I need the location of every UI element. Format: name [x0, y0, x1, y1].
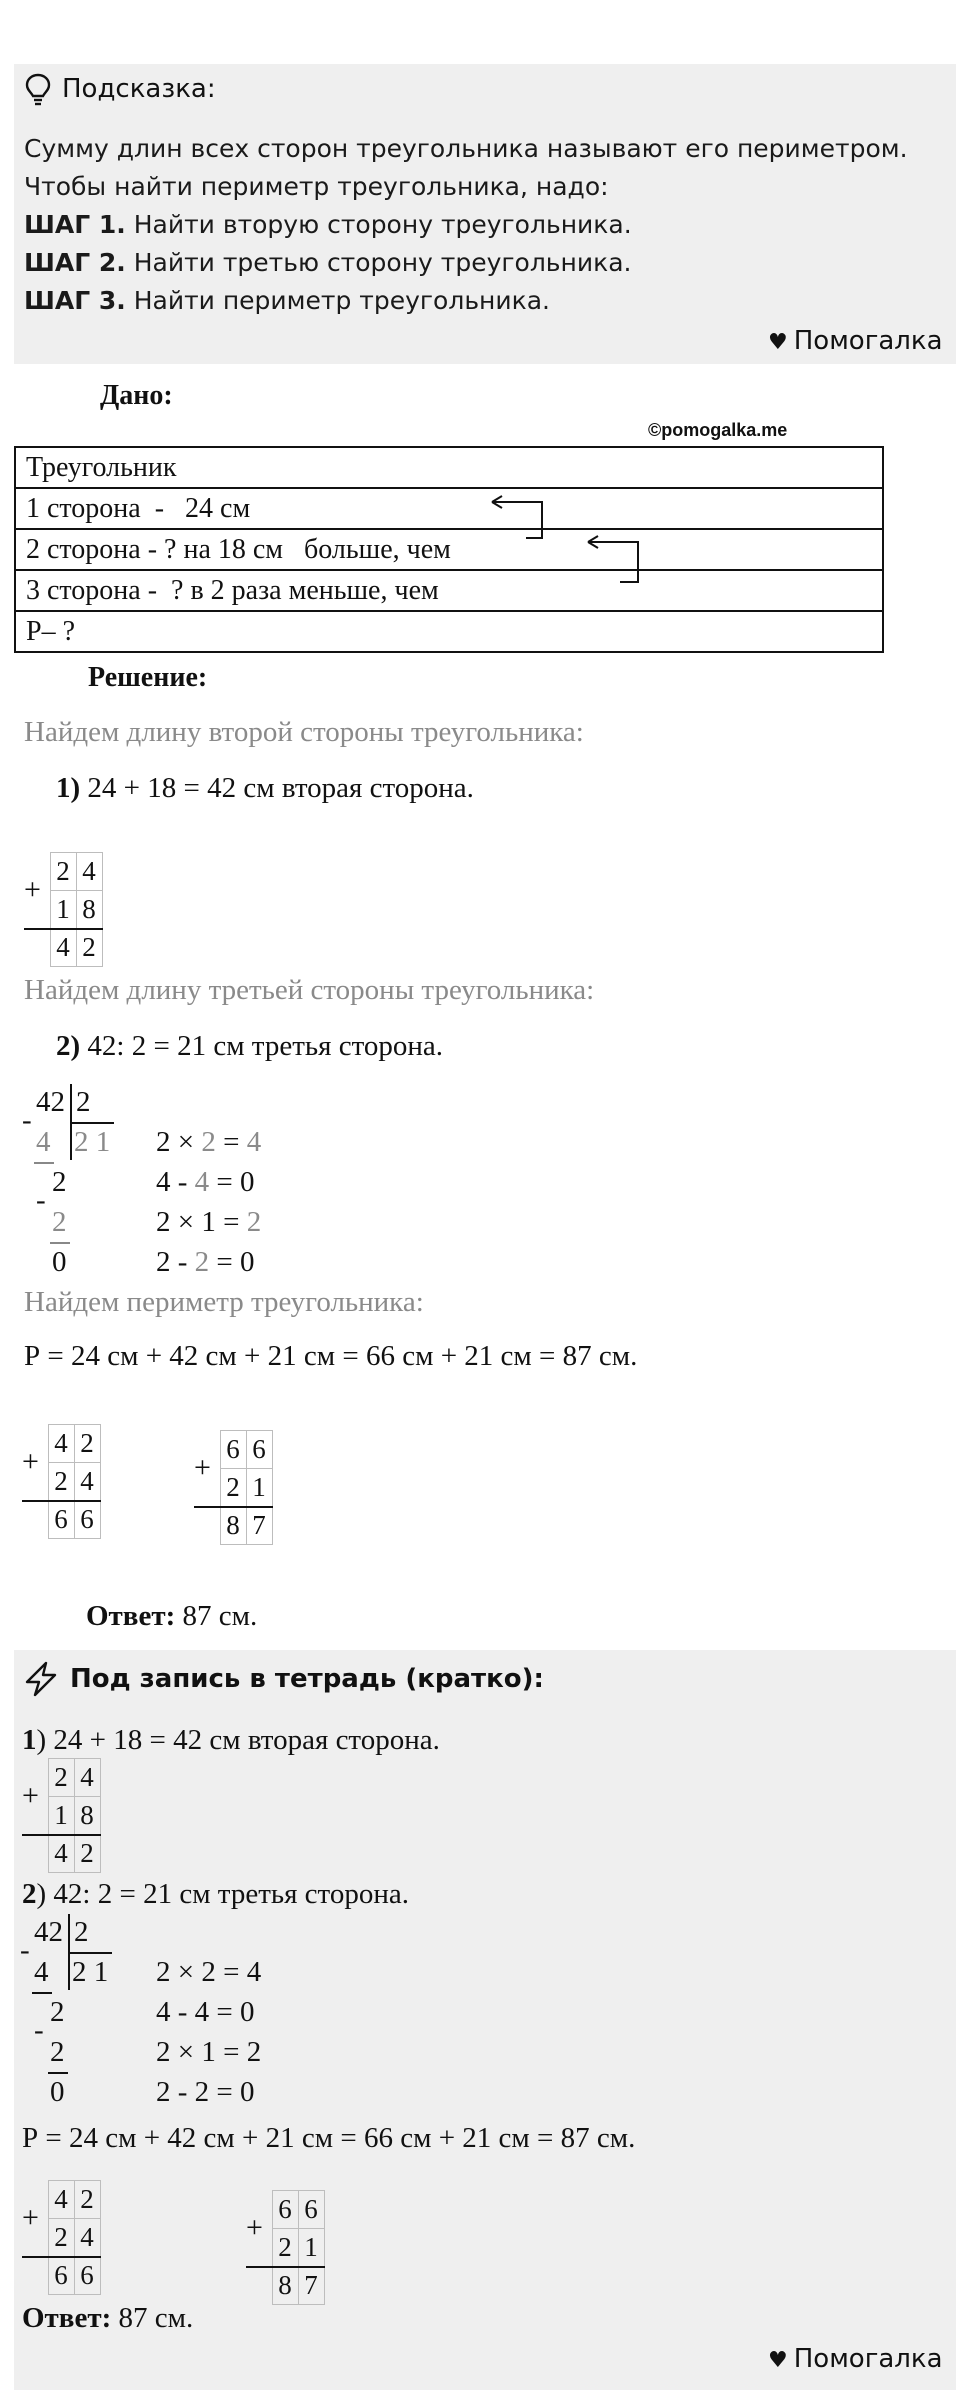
- digit: 2: [76, 929, 102, 967]
- check-line: 2 × 1 = 2: [156, 1206, 262, 1238]
- short-perimeter: Р = 24 см + 42 см + 21 см = 66 см + 21 см = 87 см.: [22, 2122, 636, 2154]
- remainder: 2: [52, 1166, 67, 1198]
- digit: 2: [220, 1469, 246, 1507]
- column-addition-3: [194, 1430, 273, 1545]
- digit: 6: [298, 2191, 324, 2229]
- digit: 2: [48, 1463, 74, 1501]
- minus-sign: -: [34, 2014, 44, 2046]
- digit: 1: [50, 891, 76, 929]
- check-line: 4 - 4 = 0: [156, 1166, 255, 1198]
- underline: [48, 2072, 68, 2074]
- hint-step-1: ШАГ 1. Найти вторую сторону треугольника.: [24, 210, 632, 239]
- minus-sign: -: [36, 1184, 46, 1216]
- dividend: 42: [34, 1916, 63, 1948]
- find-perimeter-caption: Найдем периметр треугольника:: [24, 1286, 424, 1318]
- digit: 1: [246, 1469, 272, 1507]
- given-row: 3 сторона - ? в 2 раза меньше, чем: [15, 570, 883, 611]
- plus-sign: +: [246, 2211, 263, 2244]
- subtrahend: 4: [34, 1956, 49, 1988]
- lightbulb-icon: [24, 72, 52, 106]
- digit: 6: [272, 2191, 298, 2229]
- copyright: ©pomogalka.me: [648, 420, 788, 440]
- digit: 4: [48, 2181, 74, 2219]
- remainder: 2: [50, 1996, 65, 2028]
- column-addition-1: [24, 852, 103, 967]
- digit: 2: [74, 2181, 100, 2219]
- step1-equation: 1) 24 + 18 = 42 см вторая сторона.: [56, 772, 474, 804]
- digit: 6: [48, 1501, 74, 1539]
- plus-sign: +: [194, 1451, 211, 1484]
- digit: 2: [48, 1759, 74, 1797]
- digit: 6: [74, 2257, 100, 2295]
- dividend: 42: [36, 1086, 65, 1118]
- heart-icon: ♥: [768, 330, 788, 355]
- short-addition-3: [246, 2190, 325, 2305]
- digit: 1: [298, 2229, 324, 2267]
- underline: [50, 1242, 70, 1244]
- brand-label: ♥ Помогалка: [768, 2344, 943, 2374]
- given-table: [14, 446, 884, 653]
- digit: 7: [298, 2267, 324, 2305]
- underline: [32, 1992, 52, 1994]
- minus-sign: -: [22, 1104, 32, 1136]
- hint-step-3: ШАГ 3. Найти периметр треугольника.: [24, 286, 551, 315]
- digit: 6: [246, 1431, 272, 1469]
- digit: 6: [220, 1431, 246, 1469]
- quotient: 2 1: [74, 1126, 111, 1158]
- digit: 2: [48, 2219, 74, 2257]
- short-addition-1: [22, 1758, 101, 1873]
- digit: 7: [246, 1507, 272, 1545]
- digit: 4: [50, 929, 76, 967]
- remainder: 0: [50, 2076, 65, 2108]
- remainder: 0: [52, 1246, 67, 1278]
- digit: 8: [272, 2267, 298, 2305]
- digit: 2: [74, 1425, 100, 1463]
- hint-text-line: Чтобы найти периметр треугольника, надо:: [24, 172, 609, 201]
- subtrahend: 2: [50, 2036, 65, 2068]
- digit: 2: [50, 853, 76, 891]
- step2-equation: 2) 42: 2 = 21 см третья сторона.: [56, 1030, 443, 1062]
- check-line: 2 - 2 = 0: [156, 2076, 255, 2108]
- digit: 4: [74, 2219, 100, 2257]
- hint-text-line: Сумму длин всех сторон треугольника называют его периметром.: [24, 134, 908, 163]
- check-line: 2 × 1 = 2: [156, 2036, 262, 2068]
- divisor: 2: [76, 1086, 91, 1118]
- find-side3-caption: Найдем длину третьей стороны треугольника:: [24, 974, 595, 1006]
- column-addition-2: [22, 1424, 101, 1539]
- heart-icon: ♥: [768, 2348, 788, 2373]
- digit: 2: [74, 1835, 100, 1873]
- check-line: 2 × 2 = 4: [156, 1956, 262, 1988]
- given-row: 1 сторона - 24 см: [15, 488, 883, 529]
- hint-title: Подсказка:: [62, 74, 216, 104]
- divisor: 2: [74, 1916, 89, 1948]
- comparison-arrows: [480, 490, 650, 610]
- digit: 8: [76, 891, 102, 929]
- check-line: 4 - 4 = 0: [156, 1996, 255, 2028]
- subtrahend: 4: [36, 1126, 51, 1158]
- perimeter-equation: Р = 24 см + 42 см + 21 см = 66 см + 21 см = 87 см.: [24, 1340, 638, 1372]
- short-step2: 2) 42: 2 = 21 см третья сторона.: [22, 1878, 409, 1910]
- digit: 4: [48, 1835, 74, 1873]
- digit: 4: [74, 1463, 100, 1501]
- given-row: Р– ?: [15, 611, 883, 652]
- digit: 1: [48, 1797, 74, 1835]
- given-row: Треугольник: [15, 447, 883, 488]
- short-step1: 1) 24 + 18 = 42 см вторая сторона.: [22, 1724, 440, 1756]
- quotient: 2 1: [72, 1956, 109, 1988]
- plus-sign: +: [22, 2201, 39, 2234]
- check-line: 2 × 2 = 4: [156, 1126, 262, 1158]
- hint-step-2: ШАГ 2. Найти третью сторону треугольника.: [24, 248, 632, 277]
- short-addition-2: [22, 2180, 101, 2295]
- subtrahend: 2: [52, 1206, 67, 1238]
- plus-sign: +: [22, 1779, 39, 1812]
- given-label: Дано:: [100, 380, 173, 411]
- plus-sign: +: [24, 873, 41, 906]
- given-row: 2 сторона - ? на 18 см больше, чем: [15, 529, 883, 570]
- brand-label: ♥ Помогалка: [768, 326, 943, 356]
- notebook-title: Под запись в тетрадь (кратко):: [70, 1664, 544, 1694]
- digit: 8: [74, 1797, 100, 1835]
- lightning-icon: [22, 1660, 60, 1698]
- digit: 8: [220, 1507, 246, 1545]
- digit: 6: [48, 2257, 74, 2295]
- division-bar: [68, 1952, 112, 1954]
- minus-sign: -: [20, 1934, 30, 1966]
- digit: 2: [272, 2229, 298, 2267]
- check-line: 2 - 2 = 0: [156, 1246, 255, 1278]
- solution-label: Решение:: [88, 662, 208, 693]
- division-bar: [70, 1122, 114, 1124]
- digit: 6: [74, 1501, 100, 1539]
- find-side2-caption: Найдем длину второй стороны треугольника:: [24, 716, 584, 748]
- answer-line: Ответ: 87 см.: [86, 1600, 258, 1632]
- plus-sign: +: [22, 1445, 39, 1478]
- digit: 4: [76, 853, 102, 891]
- underline: [34, 1162, 54, 1164]
- short-answer: Ответ: 87 см.: [22, 2302, 194, 2334]
- digit: 4: [48, 1425, 74, 1463]
- digit: 4: [74, 1759, 100, 1797]
